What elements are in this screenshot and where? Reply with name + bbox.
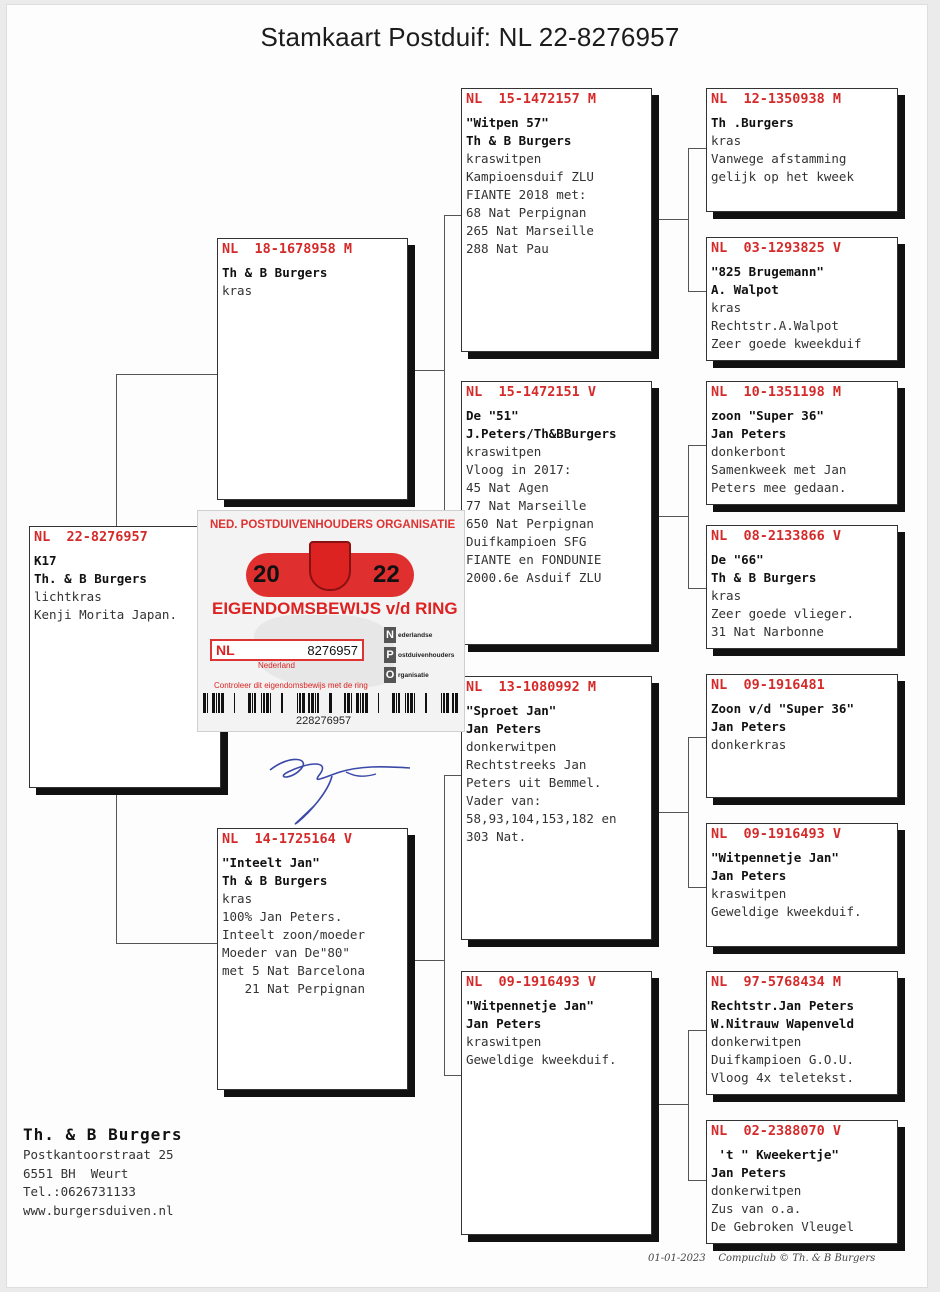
- pigeon-info-line: Kampioensduif ZLU: [466, 169, 594, 184]
- pigeon-info-line: Peters mee gedaan.: [711, 480, 847, 495]
- pigeon-card-mother-father: [461, 676, 652, 940]
- pigeon-name-line: Th & B Burgers: [466, 133, 572, 148]
- pigeon-info-line: Zeer goede kweekduif: [711, 336, 862, 351]
- pigeon-info-line: Zeer goede vlieger.: [711, 606, 854, 621]
- pigeon-info-line: Moeder van De"80": [222, 945, 350, 960]
- pigeon-card-ff-mother: [706, 237, 898, 361]
- pigeon-info-line: 68 Nat Perpignan: [466, 205, 587, 220]
- certificate-year-left: 20: [253, 561, 280, 588]
- certificate-year-right: 22: [373, 561, 400, 588]
- pigeon-info-line: kras: [222, 283, 253, 298]
- pigeon-info-line: Vloog in 2017:: [466, 462, 572, 477]
- ring-number: NL 09-1916481: [711, 677, 825, 693]
- ring-number: NL 09-1916493 V: [466, 974, 597, 990]
- pigeon-name-line: A. Walpot: [711, 282, 779, 297]
- owner-address: [23, 1124, 183, 1220]
- pigeon-info-line: Geweldige kweekduif.: [711, 904, 862, 919]
- pigeon-info-line: 303 Nat.: [466, 829, 527, 844]
- pigeon-name-line: "Witpen 57": [466, 115, 549, 130]
- pigeon-info-line: Vloog 4x teletekst.: [711, 1070, 854, 1085]
- pigeon-name-line: Th. & B Burgers: [34, 571, 147, 586]
- pigeon-info-line: FIANTE en FONDUNIE: [466, 552, 602, 567]
- pigeon-name-line: J.Peters/Th&BBurgers: [466, 426, 617, 441]
- pigeon-card-ff-father: [706, 88, 898, 212]
- pigeon-name-line: Th & B Burgers: [711, 570, 817, 585]
- ring-number: NL 08-2133866 V: [711, 528, 842, 544]
- pigeon-info-line: kras: [222, 891, 253, 906]
- pigeon-info-line: kras: [711, 300, 742, 315]
- ring-number: NL 02-2388070 V: [711, 1123, 842, 1139]
- pigeon-info-line: Peters uit Bemmel.: [466, 775, 602, 790]
- signature-icon: [250, 748, 420, 828]
- website-link[interactable]: www.burgersduiven.nl: [23, 1202, 174, 1218]
- pigeon-info-line: 650 Nat Perpignan: [466, 516, 594, 531]
- ring-number: NL 10-1351198 M: [711, 384, 842, 400]
- pigeon-name-line: Jan Peters: [466, 721, 542, 736]
- print-stamp: 01-01-2023 Compuclub © Th. & B Burgers: [648, 1253, 876, 1264]
- ring-number: NL 97-5768434 M: [711, 974, 842, 990]
- pigeon-info-line: kraswitpen: [466, 1034, 542, 1049]
- pigeon-name-line: K17: [34, 553, 57, 568]
- pigeon-info-line: kraswitpen: [711, 886, 787, 901]
- pigeon-name-line: Th .Burgers: [711, 115, 794, 130]
- ring-number: NL 22-8276957: [34, 529, 148, 545]
- pigeon-name-line: Jan Peters: [711, 868, 787, 883]
- pigeon-info-line: Vader van:: [466, 793, 542, 808]
- page-title: Stamkaart Postduif: NL 22-8276957: [260, 22, 680, 52]
- npo-word: ederlandse: [398, 631, 433, 639]
- owner-name: Th. & B Burgers: [23, 1125, 183, 1144]
- ring-number: NL 18-1678958 M: [222, 241, 353, 257]
- pigeon-info-line: FIANTE 2018 met:: [466, 187, 587, 202]
- ring-number: NL 13-1080992 M: [466, 679, 597, 695]
- ring-number: NL 15-1472151 V: [466, 384, 597, 400]
- pigeon-info-line: 100% Jan Peters.: [222, 909, 343, 924]
- pigeon-name-line: Th & B Burgers: [222, 873, 328, 888]
- pigeon-info-line: Samenkweek met Jan: [711, 462, 847, 477]
- pigeon-name-line: Jan Peters: [466, 1016, 542, 1031]
- pigeon-info-line: kras: [711, 133, 742, 148]
- pigeon-info-line: Kenji Morita Japan.: [34, 607, 177, 622]
- pigeon-info-line: donkerwitpen: [711, 1183, 802, 1198]
- pigeon-card-mf-mother: [706, 823, 898, 947]
- pigeon-name-line: zoon "Super 36": [711, 408, 824, 423]
- pigeon-info-line: Vanwege afstamming: [711, 151, 847, 166]
- pigeon-card-mf-father: [706, 674, 898, 798]
- npo-logo: [384, 625, 460, 685]
- npo-letter: N: [384, 627, 396, 643]
- pigeon-info-line: 288 Nat Pau: [466, 241, 549, 256]
- pigeon-info-line: met 5 Nat Barcelona: [222, 963, 365, 978]
- pigeon-info-line: 21 Nat Perpignan: [222, 981, 365, 996]
- pigeon-info-line: 265 Nat Marseille: [466, 223, 594, 238]
- ring-number: NL 15-1472157 M: [466, 91, 597, 107]
- pigeon-name-line: "Inteelt Jan": [222, 855, 320, 870]
- pigeon-info-line: donkerwitpen: [711, 1034, 802, 1049]
- ring-number: NL 14-1725164 V: [222, 831, 353, 847]
- pigeon-info-line: 45 Nat Agen: [466, 480, 549, 495]
- npo-letter: O: [385, 669, 395, 681]
- certificate-land: Nederland: [258, 661, 295, 670]
- pigeon-name-line: Rechtstr.Jan Peters: [711, 998, 854, 1013]
- certificate-country: NL: [216, 642, 235, 658]
- pigeon-info-line: kraswitpen: [466, 444, 542, 459]
- certificate-control-note: Controleer dit eigendomsbewijs met de ring: [214, 681, 368, 690]
- pigeon-info-line: 58,93,104,153,182 en: [466, 811, 617, 826]
- pigeon-info-line: Inteelt zoon/moeder: [222, 927, 365, 942]
- pigeon-info-line: donkerbont: [711, 444, 787, 459]
- pigeon-name-line: Zoon v/d "Super 36": [711, 701, 854, 716]
- pigeon-info-line: 31 Nat Narbonne: [711, 624, 824, 639]
- pigeon-name-line: "Witpennetje Jan": [466, 998, 594, 1013]
- npo-word: ostduivenhouders: [398, 651, 455, 659]
- pigeon-name-line: Jan Peters: [711, 1165, 787, 1180]
- certificate-number: 8276957: [307, 643, 358, 658]
- pigeon-info-line: Geweldige kweekduif.: [466, 1052, 617, 1067]
- address-line: Postkantoorstraat 25: [23, 1147, 174, 1162]
- pigeon-name-line: Jan Peters: [711, 426, 787, 441]
- pigeon-info-line: De Gebroken Vleugel: [711, 1219, 854, 1234]
- pigeon-name-line: "Witpennetje Jan": [711, 850, 839, 865]
- pigeon-card-mother: [217, 828, 408, 1090]
- pigeon-info-line: gelijk op het kweek: [711, 169, 854, 184]
- pigeon-name-line: W.Nitrauw Wapenveld: [711, 1016, 854, 1031]
- certificate-ring-box: [210, 639, 364, 661]
- pigeon-card-father-mother: [461, 381, 652, 645]
- pigeon-info-line: Rechtstreeks Jan: [466, 757, 587, 772]
- pigeon-info-line: kraswitpen: [466, 151, 542, 166]
- pigeon-card-fm-mother: [706, 525, 898, 649]
- pigeon-info-line: Zus van o.a.: [711, 1201, 802, 1216]
- pigeon-name-line: 't " Kweekertje": [711, 1147, 839, 1162]
- pigeon-card-mother-mother: [461, 971, 652, 1235]
- address-line: 6551 BH Weurt: [23, 1165, 129, 1181]
- pigeon-name-line: Jan Peters: [711, 719, 787, 734]
- pigeon-name-line: De "51": [466, 408, 519, 423]
- ownership-certificate: [197, 510, 465, 732]
- pigeon-info-line: Duifkampioen SFG: [466, 534, 587, 549]
- pigeon-card-mm-father: [706, 971, 898, 1095]
- certificate-org: NED. POSTDUIVENHOUDERS ORGANISATIE: [210, 519, 456, 531]
- certificate-heading: EIGENDOMSBEWIJS v/d RING: [212, 599, 458, 618]
- ring-number: NL 03-1293825 V: [711, 240, 842, 256]
- pigeon-info-line: kras: [711, 588, 742, 603]
- pigeon-card-father-father: [461, 88, 652, 352]
- phone-line: Tel.:0626731133: [23, 1184, 136, 1199]
- pigeon-name-line: "Sproet Jan": [466, 703, 557, 718]
- pigeon-info-line: lichtkras: [34, 589, 102, 604]
- pigeon-card-fm-father: [706, 381, 898, 505]
- npo-word: rganisatie: [398, 671, 429, 679]
- npo-letter: P: [384, 647, 396, 663]
- pigeon-card-father: [217, 238, 408, 500]
- ring-number: NL 12-1350938 M: [711, 91, 842, 107]
- pigeon-name-line: Th & B Burgers: [222, 265, 328, 280]
- barcode-number: 228276957: [296, 715, 352, 727]
- pigeon-info-line: Duifkampioen G.O.U.: [711, 1052, 854, 1067]
- pigeon-info-line: 2000.6e Asduif ZLU: [466, 570, 602, 585]
- pigeon-info-line: Rechtstr.A.Walpot: [711, 318, 839, 333]
- pigeon-info-line: 77 Nat Marseille: [466, 498, 587, 513]
- barcode-icon: [203, 693, 458, 713]
- pigeon-card-subject: [29, 526, 221, 788]
- pigeon-card-mm-mother: [706, 1120, 898, 1244]
- pigeon-info-line: donkerkras: [711, 737, 787, 752]
- pigeon-name-line: "825 Brugemann": [711, 264, 824, 279]
- lion-emblem-icon: [309, 541, 351, 591]
- ring-number: NL 09-1916493 V: [711, 826, 842, 842]
- pigeon-name-line: De "66": [711, 552, 764, 567]
- pigeon-info-line: donkerwitpen: [466, 739, 557, 754]
